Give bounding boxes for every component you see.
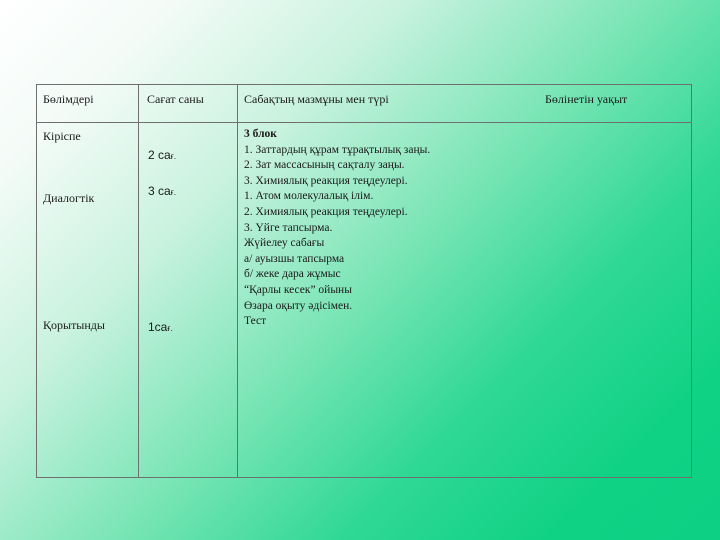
content-line: 1. Атом молекулалық ілім. [244, 190, 374, 203]
header-sections: Бөлімдері [43, 92, 94, 106]
block-title: 3 блок [244, 128, 277, 140]
content-line: а/ ауызшы тапсырма [244, 252, 345, 265]
content-line: Жүйелеу сабағы [244, 237, 325, 250]
column-divider-2 [237, 85, 238, 477]
section-intro: Кіріспе [43, 129, 81, 143]
header-hours: Сағат саны [147, 92, 204, 106]
hours-conclusion-unit: ғ. [167, 323, 173, 333]
header-content: Сабақтың мазмұны мен түрі [244, 92, 389, 106]
section-conclusion: Қорытынды [43, 318, 105, 332]
content-line: 1. Заттардың құрам тұрақтылық заңы. [244, 143, 431, 156]
hours-intro-value: 2 са [148, 148, 171, 162]
content-line: Өзара оқыту әдісімен. [244, 299, 353, 312]
hours-dialog-value: 3 са [148, 184, 171, 198]
content-line: 3. Химиялық реакция теңдеулері. [244, 174, 408, 187]
section-dialog: Диалогтік [43, 191, 95, 205]
hours-intro-unit: ғ. [170, 151, 177, 161]
hours-intro [148, 148, 176, 163]
column-divider-1 [138, 85, 139, 477]
content-line: 2. Зат массасының сақталу заңы. [244, 159, 405, 172]
lesson-content [244, 127, 684, 330]
content-line: 3. Үйге тапсырма. [244, 221, 333, 234]
hours-conclusion [148, 320, 173, 335]
content-line: б/ жеке дара жұмыс [244, 268, 341, 281]
header-allotted-time: Бөлінетін уақыт [545, 92, 628, 106]
content-line: 2. Химиялық реакция теңдеулері. [244, 205, 408, 218]
lesson-plan-table [36, 84, 692, 478]
header-divider [37, 122, 691, 123]
hours-conclusion-value: 1са [148, 320, 168, 334]
content-line: “Қарлы кесек” ойыны [244, 283, 352, 296]
hours-dialog-unit: ғ. [170, 187, 177, 197]
hours-dialog [148, 184, 176, 199]
content-line: Тест [244, 315, 267, 328]
